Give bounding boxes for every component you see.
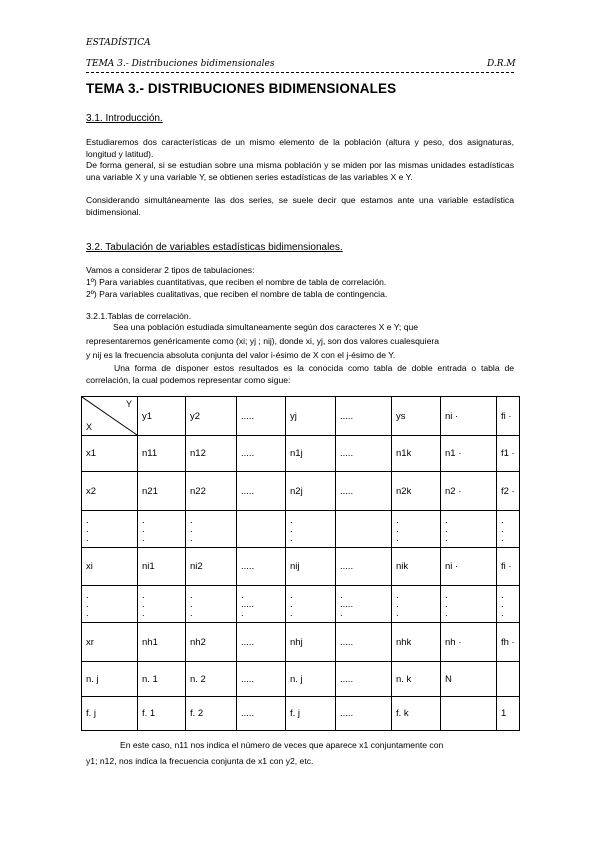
table-cell: ..... — [237, 662, 286, 697]
correlation-paragraph-line-2: representaremos genéricamente como (xi; yj ; nij), donde xi, yj, son dos valores cualesquiera — [86, 336, 439, 346]
header-cell: ..... — [336, 397, 392, 436]
table-header-row — [82, 397, 520, 436]
header-initials: D.R.M — [487, 59, 516, 69]
table-row — [82, 472, 520, 511]
table-cell: ..... — [336, 548, 392, 586]
table-cell: ni2 — [186, 548, 237, 586]
header-cell: y1 — [138, 397, 186, 436]
table-cell: nh2 — [186, 623, 237, 662]
table-cell: . ..... . — [237, 586, 286, 623]
table-cell: ..... — [237, 548, 286, 586]
header-cell: fi · — [497, 397, 520, 436]
table-cell: ..... — [336, 697, 392, 731]
table-cell: . . . — [392, 511, 441, 548]
header-cell: y2 — [186, 397, 237, 436]
table-cell: n. j — [286, 662, 336, 697]
subsection-heading-tablas: 3.2.1.Tablas de correlación. — [86, 311, 192, 321]
tabulation-item-1: 1º) Para variables cuantitativas, que reciben el nombre de tabla de correlación. — [86, 277, 387, 287]
row-header-cell: . . . — [82, 586, 138, 623]
table-cell: nhk — [392, 623, 441, 662]
table-cell: n11 — [138, 436, 186, 472]
table-row — [82, 586, 520, 623]
row-header-cell: . . . — [82, 511, 138, 548]
correlation-paragraph-line-3: y nij es la frecuencia absoluta conjunta del valor i-ésimo de X con el j-ésimo de Y. — [86, 350, 396, 360]
table-row — [82, 697, 520, 731]
header-cell: yj — [286, 397, 336, 436]
correlation-table — [81, 396, 520, 731]
row-header-cell: f. j — [82, 697, 138, 731]
table-cell: n2j — [286, 472, 336, 511]
correlation-paragraph-2: Una forma de disponer estos resultados es la conocida como tabla de doble entrada o tabla de correlación, la cual podemos representar como sigue: — [86, 363, 514, 385]
table-cell: n2k — [392, 472, 441, 511]
table-cell: n. 2 — [186, 662, 237, 697]
table-cell: n1 · — [441, 436, 497, 472]
table-cell: f. 1 — [138, 697, 186, 731]
table-cell: n21 — [138, 472, 186, 511]
table-cell: ..... — [336, 662, 392, 697]
table-cell: 1 — [497, 697, 520, 731]
corner-x-label: X — [86, 422, 93, 432]
header-divider — [86, 72, 514, 73]
table-cell: . . . — [286, 586, 336, 623]
table-corner-cell — [82, 397, 138, 436]
row-header-cell: n. j — [82, 662, 138, 697]
table-cell: f. k — [392, 697, 441, 731]
section-heading-introduccion: 3.1. Introducción. — [86, 113, 163, 124]
row-header-cell: x1 — [82, 436, 138, 472]
table-cell: ni · — [441, 548, 497, 586]
table-cell: . ..... . — [336, 586, 392, 623]
tabulation-intro: Vamos a considerar 2 tipos de tabulaciones: — [86, 265, 255, 275]
table-cell: f2 · — [497, 472, 520, 511]
table-cell: n22 — [186, 472, 237, 511]
row-header-cell: xr — [82, 623, 138, 662]
table-cell: n1k — [392, 436, 441, 472]
intro-paragraph-2: De forma general, si se estudian sobre una misma población y se miden por las mismas unidades estadísticas una variable X y una variable Y, se obtienen series estadísticas de las variables X e Y. — [86, 160, 514, 182]
table-row — [82, 662, 520, 697]
table-cell: . . . — [138, 586, 186, 623]
table-cell: ni1 — [138, 548, 186, 586]
table-cell: fi · — [497, 548, 520, 586]
table-row — [82, 436, 520, 472]
table-cell: n2 · — [441, 472, 497, 511]
table-cell: . . . — [186, 586, 237, 623]
intro-paragraph-1: Estudiaremos dos características de un mismo elemento de la población (altura y peso, dos asignaturas, longitud y latitud). — [86, 137, 514, 159]
table-cell: n1j — [286, 436, 336, 472]
footer-line-2: y1; n12, nos indica la frecuencia conjunta de x1 con y2, etc. — [86, 756, 314, 766]
table-cell: nh1 — [138, 623, 186, 662]
intro-paragraph-3: Considerando simultáneamente las dos series, se suele decir que estamos ante una variable estadística bidimensional. — [86, 195, 514, 217]
header-topic: TEMA 3.- Distribuciones bidimensionales — [86, 59, 275, 69]
correlation-paragraph-line-1: Sea una población estudiada simultaneamente según dos caracteres X e Y; que — [113, 322, 419, 332]
table-cell: ..... — [237, 697, 286, 731]
header-cell: ys — [392, 397, 441, 436]
table-cell: ..... — [237, 472, 286, 511]
table-cell: nh · — [441, 623, 497, 662]
table-cell: . . . — [497, 586, 520, 623]
table-cell: f. j — [286, 697, 336, 731]
table-row — [82, 623, 520, 662]
table-cell: n. k — [392, 662, 441, 697]
table-cell: ..... — [237, 623, 286, 662]
table-cell: N — [441, 662, 497, 697]
table-cell — [441, 697, 497, 731]
table-cell: ..... — [237, 436, 286, 472]
table-cell — [497, 662, 520, 697]
table-cell: n. 1 — [138, 662, 186, 697]
table-cell: nik — [392, 548, 441, 586]
table-cell: . . . — [138, 511, 186, 548]
table-cell: n12 — [186, 436, 237, 472]
table-cell — [336, 511, 392, 548]
table-cell: . . . — [186, 511, 237, 548]
section-heading-tabulacion: 3.2. Tabulación de variables estadísticas bidimensionales. — [86, 242, 343, 253]
header-cell: ni · — [441, 397, 497, 436]
table-cell: f1 · — [497, 436, 520, 472]
table-cell — [237, 511, 286, 548]
table-cell: f. 2 — [186, 697, 237, 731]
table-cell: . . . — [441, 586, 497, 623]
table-cell: ..... — [336, 436, 392, 472]
corner-y-label: Y — [125, 399, 132, 409]
table-cell: . . . — [497, 511, 520, 548]
table-cell: nij — [286, 548, 336, 586]
table-cell: ..... — [336, 472, 392, 511]
table-cell: . . . — [441, 511, 497, 548]
header-subject: ESTADÍSTICA — [86, 38, 151, 48]
table-cell: ..... — [336, 623, 392, 662]
row-header-cell: xi — [82, 548, 138, 586]
table-cell: . . . — [392, 586, 441, 623]
page-title: TEMA 3.- DISTRIBUCIONES BIDIMENSIONALES — [86, 81, 397, 96]
table-row — [82, 511, 520, 548]
footer-line-1: En este caso, n11 nos indica el número de veces que aparece x1 conjuntamente con — [120, 740, 444, 750]
table-cell: nhj — [286, 623, 336, 662]
table-cell: fh · — [497, 623, 520, 662]
header-cell: ..... — [237, 397, 286, 436]
row-header-cell: x2 — [82, 472, 138, 511]
tabulation-item-2: 2º) Para variables cualitativas, que reciben el nombre de tabla de contingencia. — [86, 289, 388, 299]
table-cell: . . . — [286, 511, 336, 548]
table-row — [82, 548, 520, 586]
